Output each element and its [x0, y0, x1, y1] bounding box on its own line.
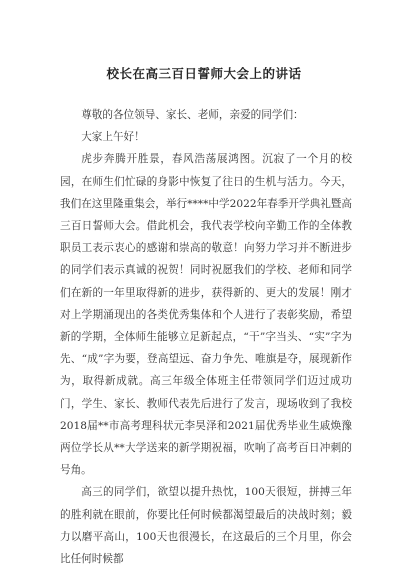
paragraph-2: 高三的同学们，欲望以提升热忱，100天很短，拼搏三年的胜利就在眼前，你要比任何时候都渴望最后的决战时刻；毅力以磨平高山，100天也很漫长，在这最后的三个月里，你会比任何时候都 — [60, 486, 352, 566]
document-title: 校长在高三百日誓师大会上的讲话 — [106, 66, 302, 81]
document-body — [60, 104, 352, 570]
salutation: 尊敬的各位领导、家长、老师，亲爱的同学们： — [81, 109, 304, 121]
paragraph-1: 虎步奔腾开胜景，春风浩荡展鸿图。沉寂了一个月的校园，在师生们忙碌的身影中恢复了往日的生机与活力。今天，我们在这里隆重集会，举行****中学2022年春季开学典礼暨高三百日誓师大会。借此机会，我代表学校向辛勤工作的全体教职员工表示衷心的感谢和崇高的敬意！向努力学习并不断进步的同学们表示真诚的祝贺！同时祝愿我们的学校、老师和同学们在新的一年里取得新的进步，获得新的、更大的发展！刚才对上学期涌现出的各类优秀集体和个人进行了表彰奖励，希望新的学期，全体师生能够立足新起点，“干”字当头、“实”字为先、“成”字为要，登高望远、奋力争先、唯旗是夺，展现新作为，取得新成就。高三年级全体班主任带领同学们迈过成功门，学生、家长、教师代表先后进行了发言，现场收到了我校2018届**市高考理科状元李昊泽和2021届优秀毕业生戚焕豫两位学长从**大学送来的新学期祝福，吹响了高考百日冲刺的号角。 — [60, 153, 352, 477]
greeting: 大家上午好！ — [81, 131, 145, 144]
